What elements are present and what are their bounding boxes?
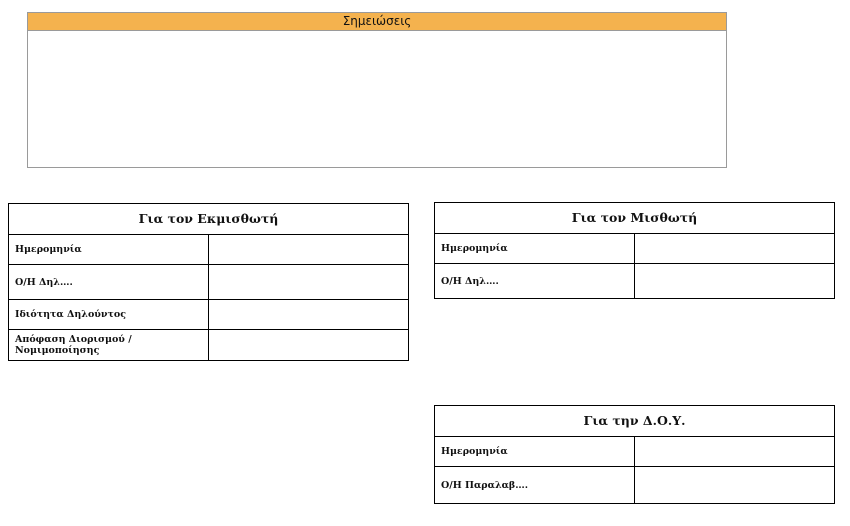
notes-title: Σημειώσεις (28, 13, 726, 31)
lessee-signature-table (434, 202, 835, 299)
lessor-appointment-field[interactable] (209, 330, 408, 360)
row-label-capacity: Ιδιότητα Δηλούντος (9, 300, 209, 329)
lessor-date-field[interactable] (209, 235, 408, 264)
lessor-capacity-field[interactable] (209, 300, 408, 329)
table-row (435, 437, 834, 467)
table-row (9, 300, 408, 330)
lessee-date-field[interactable] (635, 234, 834, 263)
doy-table-title: Για την Δ.Ο.Υ. (435, 406, 834, 437)
row-label-declarant: Ο/Η Δηλ…. (9, 265, 209, 299)
row-label-receiver: Ο/Η Παραλαβ…. (435, 467, 635, 503)
table-row (9, 235, 408, 265)
lessor-declarant-field[interactable] (209, 265, 408, 299)
lessee-table-title: Για τον Μισθωτή (435, 203, 834, 234)
row-label-date: Ημερομηνία (435, 234, 635, 263)
table-row (435, 467, 834, 503)
row-label-declarant: Ο/Η Δηλ…. (435, 264, 635, 298)
row-label-appointment: Απόφαση Διορισμού / Νομιμοποίησης (9, 330, 209, 360)
table-row (9, 265, 408, 300)
notes-text-area[interactable] (28, 31, 726, 167)
doy-receiver-field[interactable] (635, 467, 834, 503)
row-label-date: Ημερομηνία (9, 235, 209, 264)
tax-office-signature-table (434, 405, 835, 504)
lessee-declarant-field[interactable] (635, 264, 834, 298)
lessor-signature-table (8, 203, 409, 361)
lessor-table-title: Για τον Εκμισθωτή (9, 204, 408, 235)
doy-date-field[interactable] (635, 437, 834, 466)
table-row (9, 330, 408, 360)
table-row (435, 264, 834, 298)
table-row (435, 234, 834, 264)
row-label-date: Ημερομηνία (435, 437, 635, 466)
notes-box (27, 12, 727, 168)
